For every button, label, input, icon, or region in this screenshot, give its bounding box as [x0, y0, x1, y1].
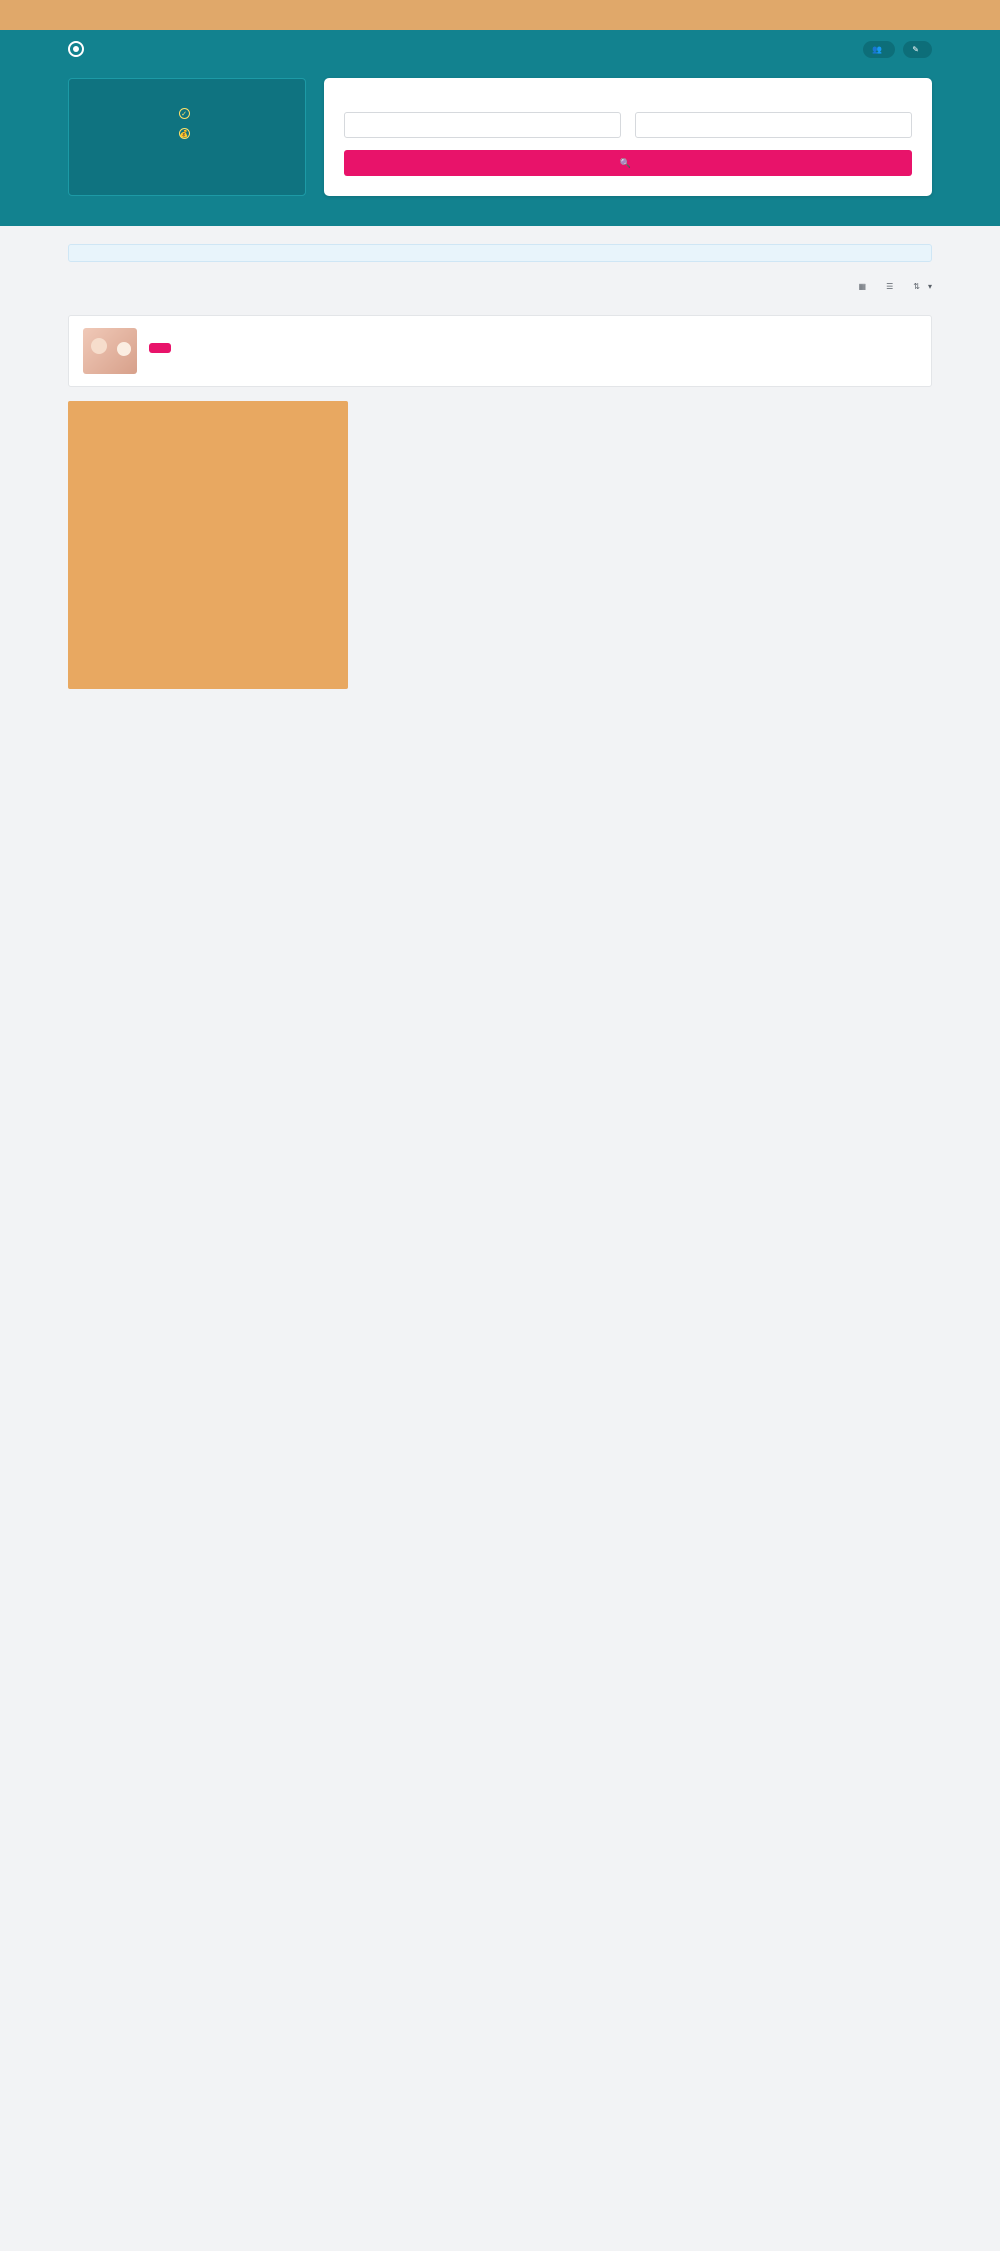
info-banner [68, 244, 932, 262]
consultant-photo [83, 328, 137, 374]
hero-bullet-2 [83, 127, 291, 139]
grid-icon: ▦ [858, 282, 867, 291]
wallet-icon: 💰 [179, 128, 190, 139]
pencil-icon: ✎ [912, 44, 919, 54]
grid-view-button[interactable] [859, 282, 871, 291]
login-button[interactable] [863, 41, 895, 58]
start-now-button[interactable] [149, 343, 171, 353]
hero-section [0, 68, 1000, 226]
check-icon: ✓ [179, 108, 190, 119]
site-logo[interactable] [68, 41, 89, 57]
top-ad-banner[interactable] [0, 0, 1000, 30]
site-header [0, 30, 1000, 68]
teacher-search-panel [324, 78, 932, 196]
lesson-search-input[interactable] [344, 112, 621, 138]
breadcrumb[interactable] [68, 226, 932, 244]
sort-icon: ⇅ [913, 282, 920, 291]
list-icon: ☰ [886, 282, 894, 291]
hero-info-panel [68, 78, 306, 196]
main-content [0, 226, 1000, 715]
main-navigation [0, 30, 1000, 68]
teacher-grid-middle [68, 401, 932, 689]
hero-bullet-1 [83, 107, 291, 119]
city-search-input[interactable] [635, 112, 912, 138]
find-teacher-button[interactable] [344, 150, 912, 176]
sort-dropdown[interactable] [913, 282, 932, 291]
list-view-button[interactable] [886, 282, 897, 291]
header-actions [855, 41, 932, 58]
listing-toolbar [68, 276, 932, 301]
logo-icon [68, 41, 84, 57]
free-consult-banner [68, 315, 932, 387]
user-icon: 👥 [872, 44, 883, 54]
search-icon: 🔍 [619, 157, 632, 168]
register-button[interactable] [903, 41, 932, 58]
chevron-down-icon: ▾ [927, 282, 932, 291]
teacher-grid-bottom [68, 701, 932, 715]
inline-ad-banner[interactable] [68, 401, 348, 689]
